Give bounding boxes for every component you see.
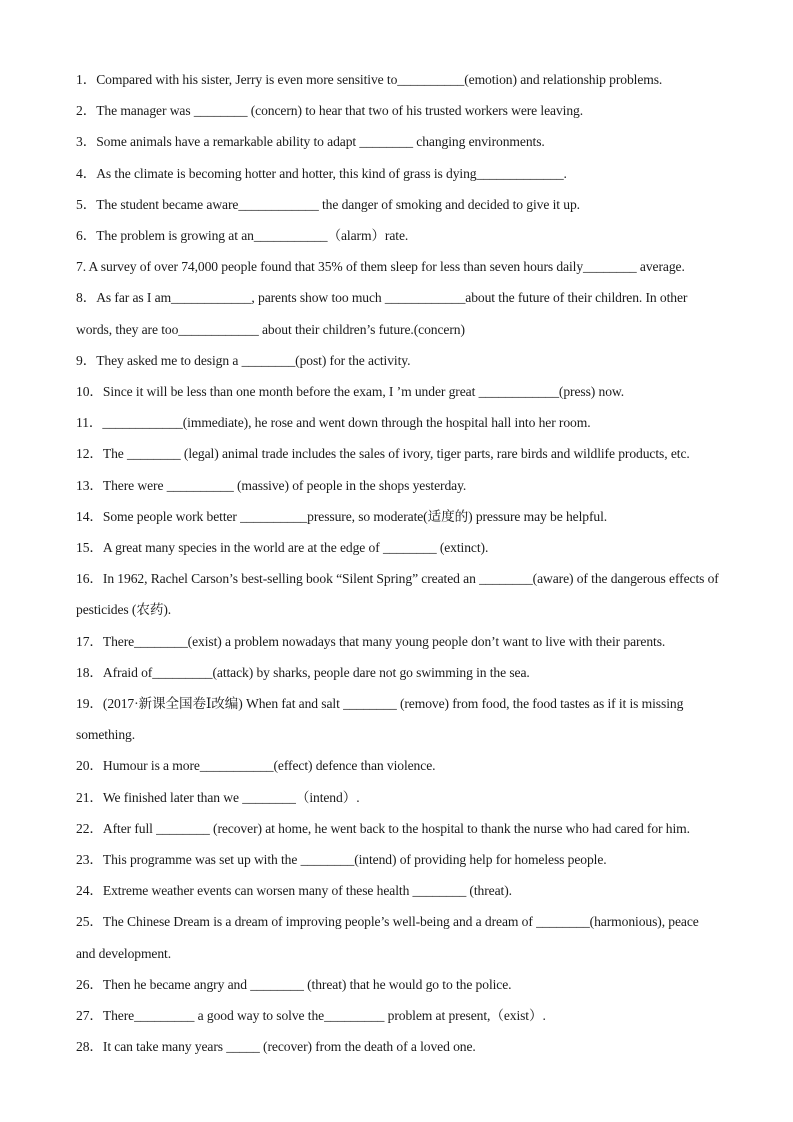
question-6: 6．The problem is growing at an___________（alarm）rate. xyxy=(76,228,409,244)
question-4: 4．As the climate is becoming hotter and hotter, this kind of grass is dying_____________. xyxy=(76,165,567,181)
question-25: 25．The Chinese Dream is a dream of improving people’s well-being and a dream of ________(harmonious), peace and development. xyxy=(76,914,699,961)
question-3: 3．Some animals have a remarkable ability to adapt ________ changing environments. xyxy=(76,134,545,150)
question-20: 20．Humour is a more___________(effect) defence than violence. xyxy=(76,758,436,774)
question-list xyxy=(76,64,721,1063)
question-12: 12．The ________ (legal) animal trade includes the sales of ivory, tiger parts, rare birds and wildlife products, etc. xyxy=(76,446,690,462)
question-14: 14．Some people work better __________pressure, so moderate(适度的) pressure may be helpful. xyxy=(76,508,608,524)
question-26: 26．Then he became angry and ________ (threat) that he would go to the police. xyxy=(76,976,512,992)
question-24: 24．Extreme weather events can worsen many of these health ________ (threat). xyxy=(76,883,512,899)
question-23: 23．This programme was set up with the ________(intend) of providing help for homeless people. xyxy=(76,852,607,868)
question-19: 19．(2017·新课全国卷Ⅰ改编) When fat and salt ________ (remove) from food, the food tastes as if it is missing something. xyxy=(76,696,684,743)
question-9: 9．They asked me to design a ________(post) for the activity. xyxy=(76,352,411,368)
question-16: 16．In 1962, Rachel Carson’s best-selling book “Silent Spring” created an ________(aware) of the dangerous effects of pesticides (农药). xyxy=(76,571,719,618)
question-10: 10．Since it will be less than one month before the exam, I ’m under great ____________(press) now. xyxy=(76,384,625,400)
question-18: 18．Afraid of_________(attack) by sharks, people dare not go swimming in the sea. xyxy=(76,664,530,680)
question-8: 8．As far as I am____________, parents show too much ____________about the future of their children. In other words, they are too____________ about their children’s future.(concern) xyxy=(76,290,688,337)
question-7: 7. A survey of over 74,000 people found that 35% of them sleep for less than seven hours daily________ average. xyxy=(76,259,685,275)
question-1: 1．Compared with his sister, Jerry is even more sensitive to__________(emotion) and relationship problems. xyxy=(76,72,663,87)
question-2: 2．The manager was ________ (concern) to hear that two of his trusted workers were leaving. xyxy=(76,103,584,119)
question-15: 15．A great many species in the world are at the edge of ________ (extinct). xyxy=(76,540,489,556)
question-13: 13．There were __________ (massive) of people in the shops yesterday. xyxy=(76,477,467,493)
question-21: 21．We finished later than we ________（intend）. xyxy=(76,789,360,805)
question-27: 27．There_________ a good way to solve the_________ problem at present,（exist）. xyxy=(76,1008,546,1024)
question-5: 5．The student became aware____________ the danger of smoking and decided to give it up. xyxy=(76,196,580,212)
question-28: 28．It can take many years _____ (recover) from the death of a loved one. xyxy=(76,1039,476,1055)
question-11: 11．____________(immediate), he rose and went down through the hospital hall into her room. xyxy=(76,415,591,431)
question-22: 22．After full ________ (recover) at home, he went back to the hospital to thank the nurse who had cared for him. xyxy=(76,820,690,836)
question-17: 17．There________(exist) a problem nowadays that many young people don’t want to live with their parents. xyxy=(76,633,666,649)
